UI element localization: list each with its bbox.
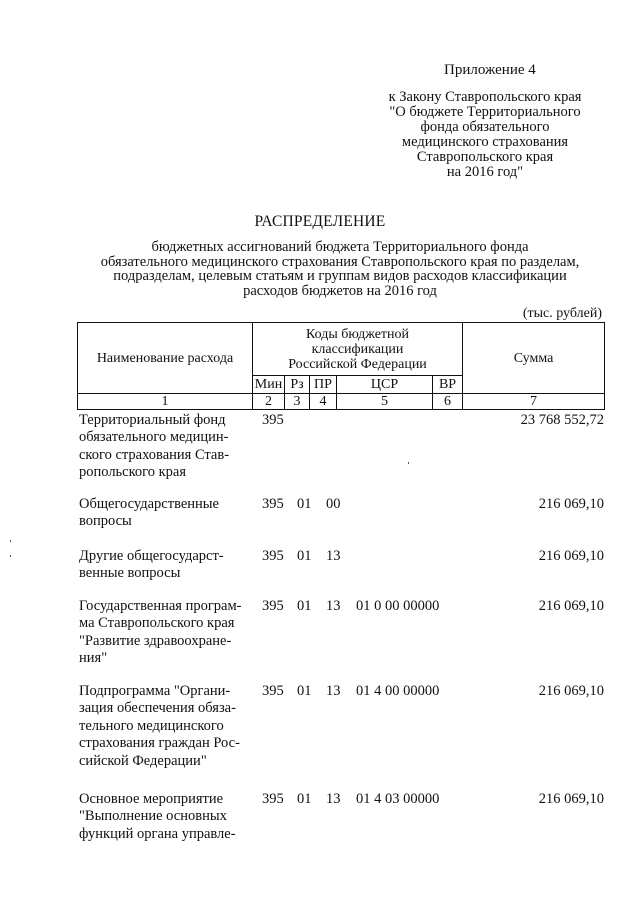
row-csr-code: 01 0 00 00000 xyxy=(356,598,440,614)
row-name-line: ния" xyxy=(79,650,108,667)
column-number-cell: 2 xyxy=(253,394,285,410)
row-name-line: "Выполнение основных xyxy=(79,808,227,825)
row-name xyxy=(79,548,264,583)
appendix-law-reference xyxy=(374,90,596,180)
row-sum: 23 768 552,72 xyxy=(520,412,604,428)
scan-speck xyxy=(10,555,11,557)
row-name xyxy=(79,683,264,770)
header-vr-cell: ВР xyxy=(433,376,463,394)
subtitle-line: подразделам, целевым статьям и группам видов расходов классификации xyxy=(113,268,567,284)
row-pr-code: 13 xyxy=(326,683,341,699)
row-name xyxy=(79,791,264,843)
row-sum: 216 069,10 xyxy=(538,496,604,512)
appendix-law-line: фонда обязательного xyxy=(420,119,550,135)
column-number-cell: 5 xyxy=(337,394,433,410)
column-number-cell: 1 xyxy=(78,394,253,410)
scan-speck xyxy=(10,540,11,542)
subtitle-line: расходов бюджетов на 2016 год xyxy=(243,282,437,299)
row-name-line: ропольского края xyxy=(79,464,187,481)
row-rz-code: 01 xyxy=(297,683,312,699)
row-min-code: 395 xyxy=(262,683,284,699)
column-number-cell: 6 xyxy=(433,394,463,410)
column-number-cell: 4 xyxy=(310,394,337,410)
header-pr-cell: ПР xyxy=(310,376,337,394)
header-sum-cell: Сумма xyxy=(463,323,605,394)
subtitle-line: обязательного медицинского страхования Ставропольского края по разделам, xyxy=(100,253,580,270)
row-sum: 216 069,10 xyxy=(538,683,604,699)
header-name-cell: Наименование расхода xyxy=(78,323,253,394)
row-pr-code: 13 xyxy=(326,598,341,614)
row-name-line: венные вопросы xyxy=(79,565,181,582)
column-number-cell: 7 xyxy=(463,394,605,410)
row-min-code: 395 xyxy=(262,412,284,428)
row-name xyxy=(79,412,264,482)
column-number-cell: 3 xyxy=(285,394,310,410)
appendix-law-line: медицинского страхования xyxy=(401,134,569,150)
document-title: РАСПРЕДЕЛЕНИЕ xyxy=(254,213,386,230)
appendix-law-line: "О бюджете Территориального xyxy=(389,104,581,120)
appendix-title: Приложение 4 xyxy=(444,62,536,78)
header-codes-line: Российской Федерации xyxy=(288,356,427,372)
row-name-line: Государственная програм- xyxy=(79,598,242,614)
row-rz-code: 01 xyxy=(297,548,312,564)
row-rz-code: 01 xyxy=(297,791,312,807)
row-name-line: страхования граждан Рос- xyxy=(79,735,240,752)
row-min-code: 395 xyxy=(262,548,284,564)
row-csr-code: 01 4 00 00000 xyxy=(356,683,440,699)
document-subtitle xyxy=(60,240,620,298)
row-sum: 216 069,10 xyxy=(538,598,604,614)
row-name xyxy=(79,496,264,531)
row-csr-code: 01 4 03 00000 xyxy=(356,791,440,807)
row-name xyxy=(79,598,264,668)
header-codes-line: классификации xyxy=(311,341,404,357)
row-rz-code: 01 xyxy=(297,598,312,614)
row-name-line: ского страхования Став- xyxy=(79,446,230,463)
appendix-law-line: к Закону Ставропольского края xyxy=(388,89,582,105)
row-min-code: 395 xyxy=(262,496,284,512)
header-csr-cell: ЦСР xyxy=(337,376,433,394)
scan-speck xyxy=(408,462,409,464)
row-name-line: "Развитие здравоохране- xyxy=(79,632,232,649)
row-name-line: Другие общегосударст- xyxy=(79,548,224,564)
row-name-line: Территориальный фонд xyxy=(79,412,226,428)
row-name-line: Основное мероприятие xyxy=(79,791,224,807)
units-label: (тыс. рублей) xyxy=(522,306,602,321)
row-name-line: сийской Федерации" xyxy=(79,752,207,769)
header-min-cell: Мин xyxy=(253,376,285,394)
appendix-law-line: Ставропольского края xyxy=(416,149,554,165)
row-min-code: 395 xyxy=(262,598,284,614)
row-pr-code: 13 xyxy=(326,791,341,807)
budget-table-header xyxy=(77,322,605,410)
row-name-line: тельного медицинского xyxy=(79,717,224,734)
row-rz-code: 01 xyxy=(297,496,312,512)
row-name-line: зация обеспечения обяза- xyxy=(79,700,236,717)
row-name-line: Общегосударственные xyxy=(79,496,219,512)
row-pr-code: 13 xyxy=(326,548,341,564)
row-sum: 216 069,10 xyxy=(538,791,604,807)
header-codes-line: Коды бюджетной xyxy=(305,326,410,342)
appendix-law-line: на 2016 год" xyxy=(446,164,524,180)
row-min-code: 395 xyxy=(262,791,284,807)
row-pr-code: 00 xyxy=(326,496,341,512)
row-name-line: Подпрограмма "Органи- xyxy=(79,683,231,699)
row-name-line: вопросы xyxy=(79,513,132,530)
header-codes-cell xyxy=(253,323,463,376)
subtitle-line: бюджетных ассигнований бюджета Территориального фонда xyxy=(151,239,529,255)
row-sum: 216 069,10 xyxy=(538,548,604,564)
row-name-line: ма Ставропольского края xyxy=(79,615,235,632)
row-name-line: обязательного медицин- xyxy=(79,429,229,446)
header-rz-cell: Рз xyxy=(285,376,310,394)
row-name-line: функций органа управле- xyxy=(79,825,236,842)
